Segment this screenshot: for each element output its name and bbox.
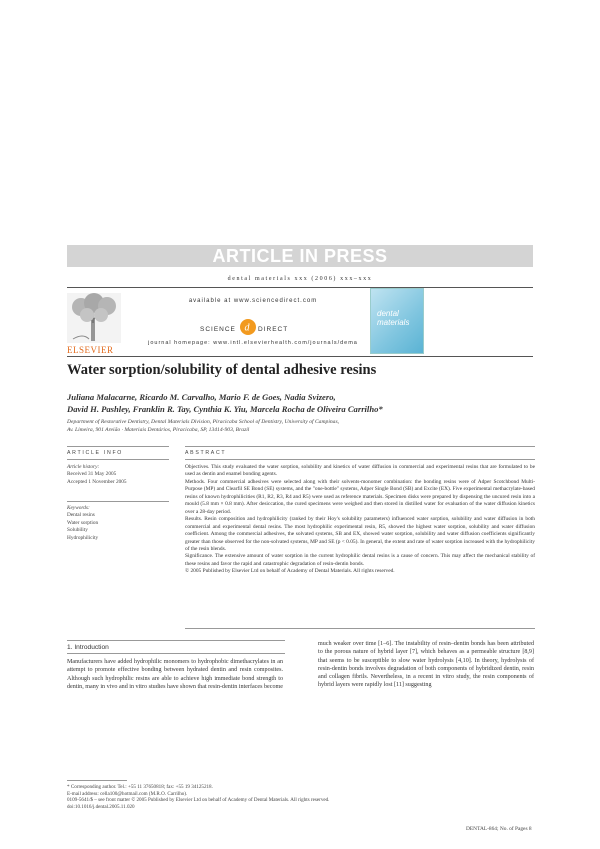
affiliation: [67, 419, 537, 434]
sciencedirect-logo: [198, 316, 298, 338]
article-info-rule-top: [67, 446, 169, 447]
journal-cover-image: [370, 288, 424, 354]
accepted-date: Accepted 1 November 2005: [67, 478, 127, 485]
abstract-body: [185, 464, 535, 576]
abstract-heading: ABSTRACT: [185, 450, 227, 456]
footnotes: [67, 784, 387, 810]
article-in-press-banner: ARTICLE IN PRESS: [67, 245, 533, 267]
svg-text:DIRECT: DIRECT: [258, 326, 289, 333]
email-note: E-mail address: cella100@hotmail.com (M.R.O. Carrilho).: [67, 790, 188, 797]
abstract-copyright: © 2005 Published by Elsevier Ltd on behalf of Academy of Dental Materials. All rights reserved.: [185, 568, 395, 575]
history-label: Article history:: [67, 464, 100, 470]
article-title: Water sorption/solubility of dental adhesive resins: [67, 362, 377, 378]
page-footer: DENTAL-864; No. of Pages 8: [466, 826, 532, 832]
front-matter-note: 0109-5641/$ – see front matter © 2005 Published by Elsevier Ltd on behalf of Academy of Dental Materials. All rights reserved.: [67, 797, 330, 804]
doi-note: doi:10.1016/j.dental.2005.11.020: [67, 803, 135, 810]
author-line-2: David H. Pashley, Franklin R. Tay, Cynthia K. Yiu, Marcela Rocha de Oliveira Carrilho*: [67, 404, 383, 414]
available-at-line: available at www.sciencedirect.com: [188, 298, 318, 304]
svg-text:d: d: [244, 322, 250, 334]
elsevier-wordmark: ELSEVIER: [67, 345, 114, 355]
intro-rule-bottom: [67, 653, 285, 654]
journal-homepage[interactable]: journal homepage: www.intl.elsevierhealth.com/journals/dema: [148, 340, 358, 346]
article-history: [67, 464, 177, 486]
header-bottom-rule: [67, 356, 533, 357]
article-info-rule: [67, 459, 169, 460]
journal-line: dental materials xxx (2006) xxx–xxx: [227, 276, 373, 282]
author-line-1: Juliana Malacarne, Ricardo M. Carvalho, Mario F. de Goes, Nadia Svizero,: [67, 392, 336, 402]
cover-title: dental materials: [377, 309, 410, 327]
received-date: Received 31 May 2005: [67, 471, 117, 478]
keywords-rule: [67, 501, 169, 502]
abstract-results: Results. Resin composition and hydrophilicity (ranked by their Hoy's solubility parameters) influenced water sorption, solubility and water diffusion in both commercial and experimental dental resins. The most hydrophilic experimental resin, R5, showed the highest water sorption, solubility and water diffusion coefficient. Among the commercial adhesives, the solvated systems, SB and EX, showed water sorption, solubility and water diffusion coefficients significantly greater than those observed for the non-solvated systems, MP and SE (p < 0.05). In general, the extent and rate of water sorption increased with the hydrophilicity of the resin blends.: [185, 516, 535, 552]
abstract-methods: Methods. Four commercial adhesives were selected along with their solvents-monomer combination: the bonding resins were of Adper Scotchbond Multi-Purpose (MP) and Clearfil SE Bond (SE) systems, and the "one-bottle" systems, Adper Single Bond (SB) and Excite (EX). Five experimental methacrylate-based resins of known hydrophilicities (R1, R2, R3, R4 and R5) were used as reference materials. Specimen disks were prepared by dispensing the uncured resin into a mould (5.8 mm × 0.8 mm). After desiccation, the cured specimens were weighed and then stored in distilled water for evaluation of the water diffusion kinetics over a 28-day period.: [185, 478, 535, 515]
footnote-rule: [67, 780, 127, 781]
intro-right-column: much weaker over time [1–6]. The instability of resin–dentin bonds has been attributed to the porous nature of hybrid layer [7], which behaves as a permeable structure [8,9] that seems to be susceptible to slow water hydrolysis [4,10]. In theory, hydrolysis of resin-dentin bonds involves degradation of both components of hybridized dentin, resin and collagen fibrils. Nevertheless, in a recent in vitro study, the resin components of hybrid layers were rapidly lost [11] suggesting: [318, 641, 534, 689]
keywords-block: [67, 505, 177, 542]
article-info-heading: ARTICLE INFO: [67, 450, 124, 456]
corresponding-author-note: * Corresponding author. Tel.: +55 11 37650818; fax: +55 19 34125218.: [67, 784, 213, 790]
abstract-rule-top: [185, 446, 535, 447]
keywords-label: Keywords:: [67, 505, 90, 511]
intro-rule: [67, 640, 285, 641]
header-rule: [67, 287, 533, 288]
section-heading-introduction: 1. Introduction: [67, 644, 109, 651]
abstract-objectives: Objectives. This study evaluated the water sorption, solubility and kinetics of water diffusion in commercial and experimental resins that are formulated to be used as dentin and enamel bonding agents.: [185, 464, 535, 478]
keyword-item: Water sorption: [67, 519, 99, 526]
affiliation-line-1: Department of Restorative Dentistry, Dental Materials Division, Piracicaba School of Dentistry, University of Campinas,: [67, 419, 340, 425]
abstract-rule-bottom: [185, 628, 535, 629]
abstract-significance: Significance. The extensive amount of water sorption in the current hydrophilic dental resins is a cause of concern. This may affect the mechanical stability of these resins and favor the rapid and catastrophic degradation of resin-dentin bonds.: [185, 553, 535, 567]
author-list: [67, 391, 537, 415]
abstract-rule: [185, 459, 535, 460]
keyword-item: Dental resins: [67, 512, 95, 519]
keyword-item: Hydrophilicity: [67, 534, 99, 541]
affiliation-line-2: Av. Limeira, 901 Areião · Materiais Dentários, Piracicaba, SP, 13414-903, Brazil: [67, 426, 250, 433]
keyword-item: Solubility: [67, 527, 88, 534]
svg-text:SCIENCE: SCIENCE: [200, 326, 236, 333]
intro-left-column: Manufacturers have added hydrophilic monomers to hydrophobic dimethacrylates in an attempt to promote effective bonding between hydrated dentin and resin composites. Although such hydrophilic resins are able to achieve high immediate bond strength to dentin, many in vivo and in vitro studies have shown that resin-dentin interfaces become: [67, 659, 283, 690]
